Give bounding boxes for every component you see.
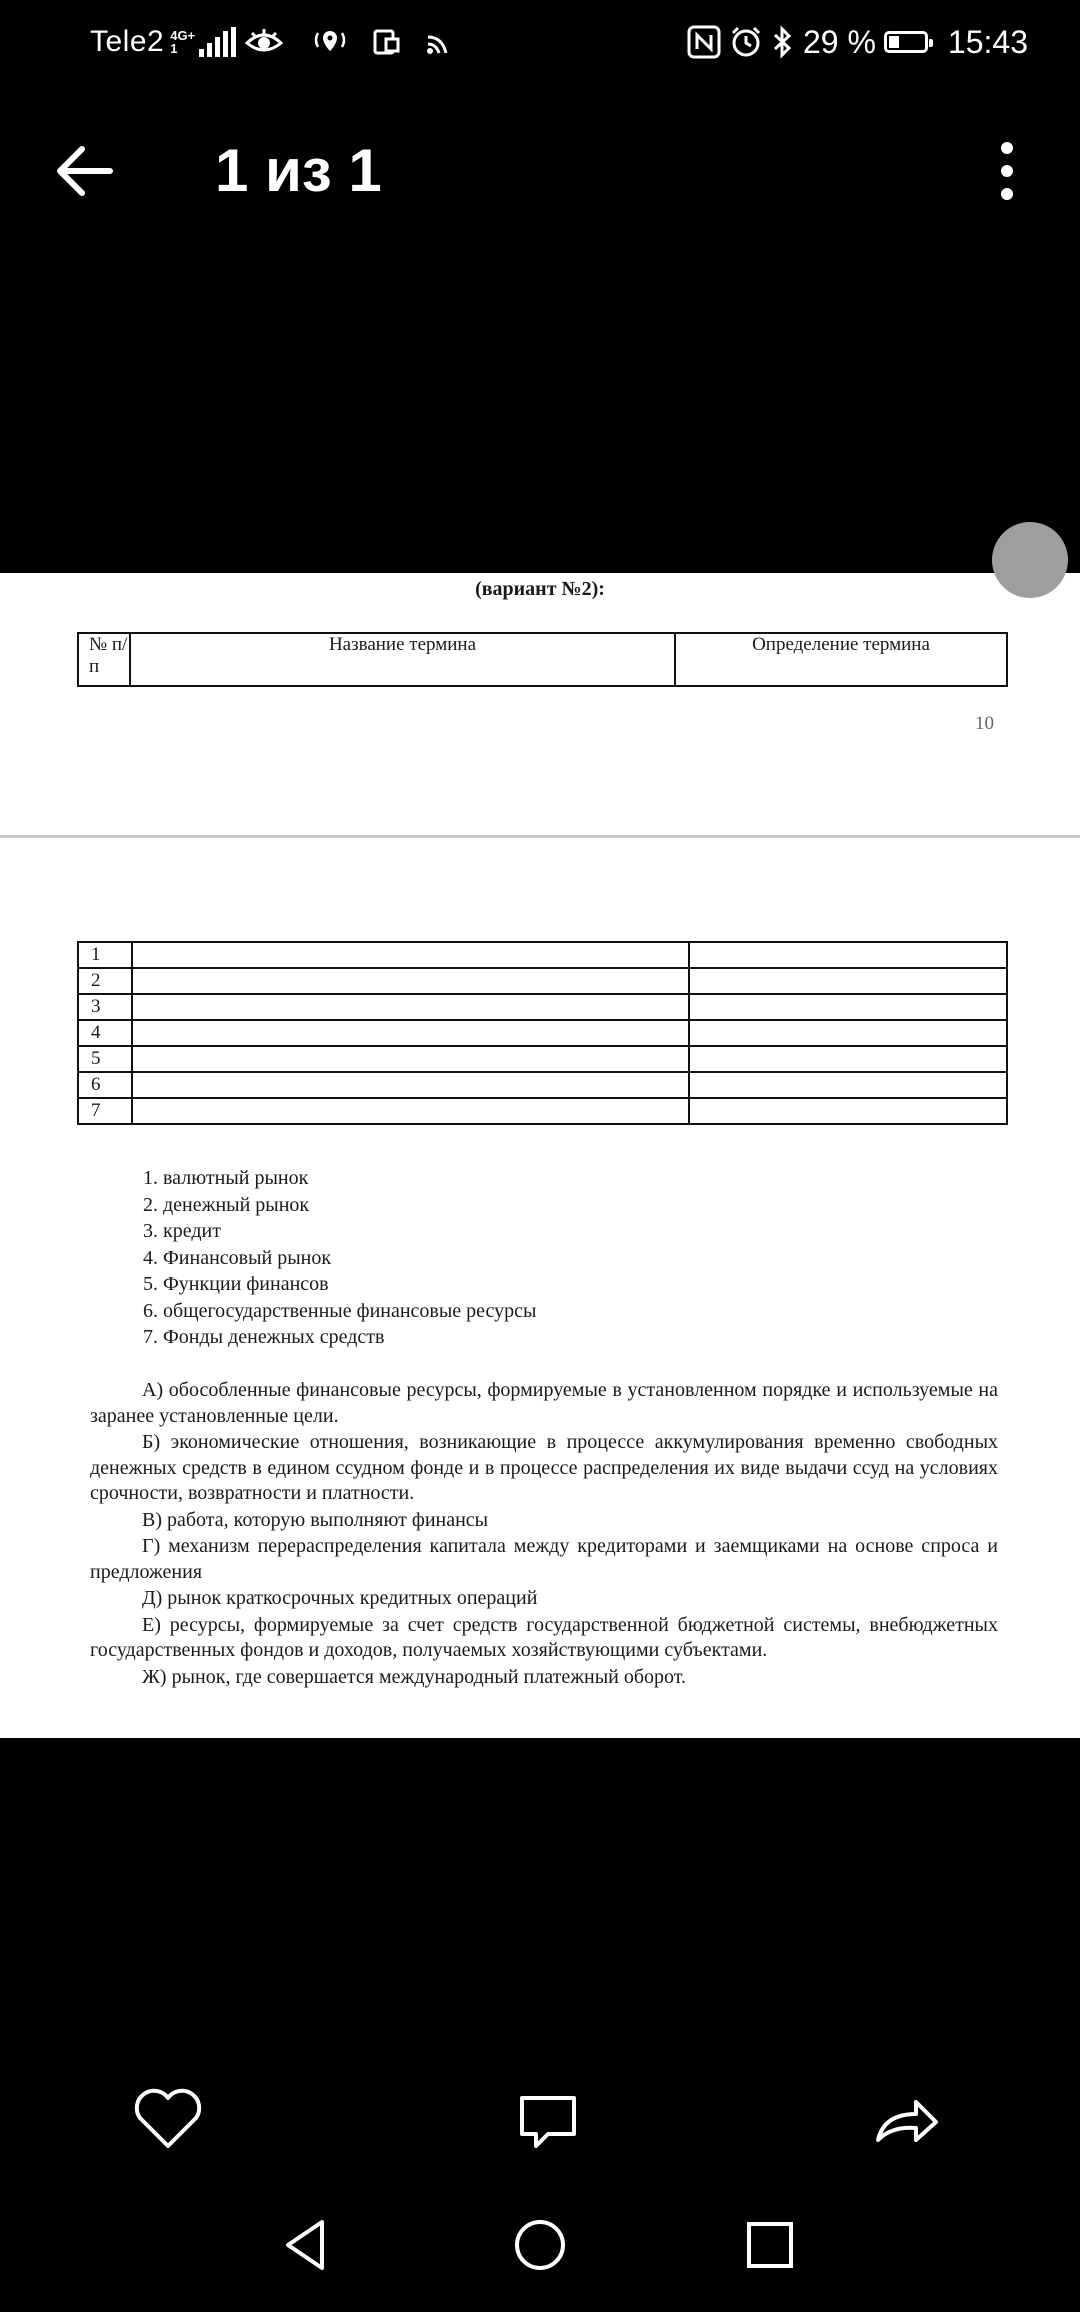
row-number: 1: [78, 942, 132, 968]
term-name-cell: [132, 994, 689, 1020]
comment-button[interactable]: [508, 2080, 588, 2160]
term-definition-cell: [689, 1098, 1007, 1124]
nav-home-button[interactable]: [505, 2210, 575, 2280]
nav-recent-button[interactable]: [735, 2210, 805, 2280]
list-item: 7. Фонды денежных средств: [143, 1326, 385, 1348]
page-number: 10: [975, 713, 994, 734]
term-definition-cell: [689, 1072, 1007, 1098]
row-number: 7: [78, 1098, 132, 1124]
screen-cast-icon: [372, 27, 402, 57]
term-definition-cell: [689, 968, 1007, 994]
table-row: [78, 994, 1007, 1020]
row-number: 2: [78, 968, 132, 994]
row-number: 5: [78, 1046, 132, 1072]
eye-icon: [244, 27, 284, 57]
list-item: 6. общегосударственные финансовые ресурсы: [143, 1299, 537, 1322]
term-name-cell: [132, 1098, 689, 1124]
definition-item: Б) экономические отношения, возникающие в процессе аккумулирования временно свободных денежных средств в едином ссудном фонде и в процессе распределения их виде выдачи ссуд на условиях срочности, возвратности и платности.: [90, 1431, 998, 1504]
arrow-left-icon: [50, 138, 120, 204]
document-page-top: [0, 573, 1080, 835]
nfc-icon: [687, 25, 721, 59]
term-name-cell: [132, 1020, 689, 1046]
battery-icon: [884, 31, 928, 53]
variant-title: (вариант №2):: [475, 578, 605, 600]
definition-item: В) работа, которую выполняют финансы: [142, 1508, 489, 1531]
terms-list: [143, 1165, 537, 1351]
circle-home-icon: [505, 2210, 575, 2280]
list-item: 1. валютный рынок: [143, 1167, 309, 1189]
definition-item: Г) механизм перераспределения капитала между кредиторами и заемщиками на основе спроса и предложения: [90, 1535, 998, 1583]
more-vertical-icon: [985, 138, 1029, 204]
term-definition-cell: [689, 1020, 1007, 1046]
system-nav-bar: [0, 2210, 1080, 2290]
signal-icon: [199, 27, 236, 57]
term-name-cell: [132, 942, 689, 968]
terms-table: [77, 941, 1008, 1125]
nav-back-button[interactable]: [272, 2210, 342, 2280]
action-bar: [0, 2080, 1080, 2160]
status-bar: [0, 0, 1080, 84]
list-item: 4. Финансовый рынок: [143, 1246, 332, 1269]
heart-icon: [128, 2080, 208, 2160]
row-number: 4: [78, 1020, 132, 1046]
wifi-icon: [424, 27, 452, 57]
share-button[interactable]: [866, 2080, 946, 2160]
like-button[interactable]: [128, 2080, 208, 2160]
alarm-icon: [729, 25, 763, 59]
table-row: [78, 968, 1007, 994]
back-button[interactable]: [50, 138, 120, 204]
definition-item: Ж) рынок, где совершается международный платежный оборот.: [142, 1665, 687, 1688]
list-item: 2. денежный рынок: [143, 1193, 310, 1216]
row-number: 6: [78, 1072, 132, 1098]
term-definition-cell: [689, 1046, 1007, 1072]
term-name-cell: [132, 1046, 689, 1072]
table-row: [78, 1020, 1007, 1046]
comment-icon: [508, 2080, 588, 2160]
row-number: 3: [78, 994, 132, 1020]
col-header-name: Название термина: [130, 633, 675, 686]
term-definition-cell: [689, 942, 1007, 968]
carrier-name: Tele2: [90, 25, 165, 58]
definition-item: А) обособленные финансовые ресурсы, формируемые в установленном порядке и используемые на заранее установленные цели.: [90, 1379, 998, 1427]
battery-level: [889, 36, 899, 48]
table-row: [78, 1098, 1007, 1124]
list-item: 5. Функции финансов: [143, 1273, 329, 1295]
page-counter: 1 из 1: [215, 137, 382, 204]
battery-percent: 29 %: [802, 23, 876, 60]
table-row: [78, 1046, 1007, 1072]
terms-table-header: [77, 632, 1008, 687]
bluetooth-icon: [771, 25, 795, 59]
viewer-toolbar: [0, 120, 1080, 220]
floating-action-button[interactable]: [992, 522, 1068, 598]
term-definition-cell: [689, 994, 1007, 1020]
definitions-list: [90, 1378, 998, 1691]
term-name-cell: [132, 1072, 689, 1098]
definition-item: Д) рынок краткосрочных кредитных операций: [142, 1587, 538, 1609]
triangle-back-icon: [272, 2210, 342, 2280]
list-item: 3. кредит: [143, 1220, 221, 1242]
term-name-cell: [132, 968, 689, 994]
col-header-num: № п/п: [78, 633, 130, 686]
col-header-definition: Определение термина: [675, 633, 1007, 686]
document-page-content: [0, 838, 1080, 1738]
more-options-button[interactable]: [985, 138, 1029, 204]
location-icon: [310, 27, 350, 57]
clock: 15:43: [947, 23, 1028, 60]
definition-item: Е) ресурсы, формируемые за счет средств государственной бюджетной системы, внебюджетных государственных фондов и доходов, получаемых хозяйствующими субъектами.: [90, 1613, 998, 1661]
square-recent-icon: [735, 2210, 805, 2280]
table-row: [78, 942, 1007, 968]
table-row: [78, 1072, 1007, 1098]
network-type: 4G+ 1: [170, 28, 196, 56]
share-icon: [866, 2080, 946, 2160]
